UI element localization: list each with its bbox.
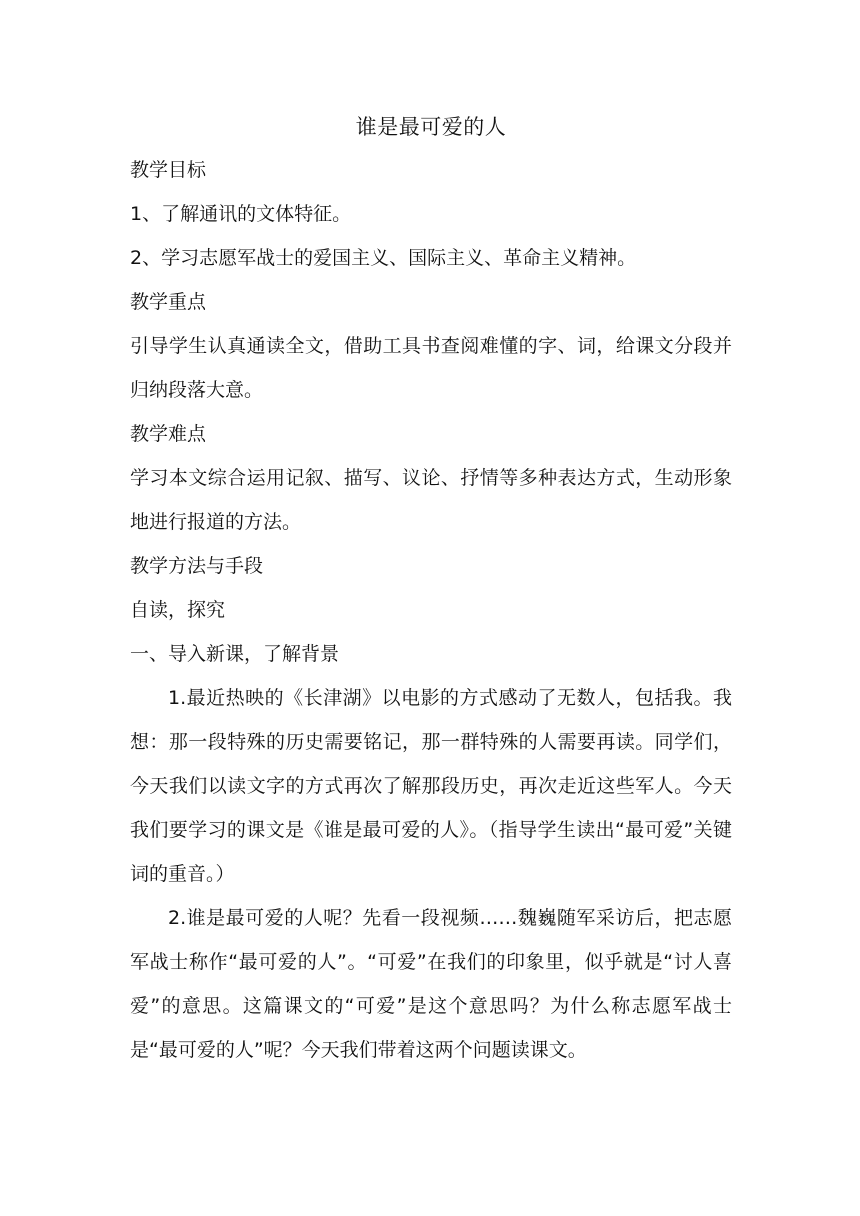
- heading-teaching-methods: 教学方法与手段: [130, 555, 264, 577]
- methods-text: 自读，探究: [130, 599, 226, 621]
- document-body: [130, 106, 732, 1072]
- heading-teaching-objectives: 教学目标: [130, 159, 207, 181]
- body-paragraph-1: 1.最近热映的《长津湖》以电影的方式感动了无数人，包括我。我想：那一段特殊的历史需要铭记，那一群特殊的人需要再读。同学们，今天我们以读文字的方式再次了解那段历史，再次走近这些军人。今天我们要学习的课文是《谁是最可爱的人》。（指导学生读出“最可爱”关键词的重音。）: [130, 687, 732, 885]
- heading-teaching-key-points: 教学重点: [130, 291, 207, 313]
- section-heading-introduction: 一、导入新课，了解背景: [130, 643, 340, 665]
- objective-item-1: 1、了解通讯的文体特征。: [130, 203, 352, 225]
- document-title: 谁是最可爱的人: [355, 115, 507, 139]
- key-points-text: 引导学生认真通读全文，借助工具书查阅难懂的字、词，给课文分段并归纳段落大意。: [130, 335, 732, 401]
- body-paragraph-2: 2.谁是最可爱的人呢？先看一段视频……魏巍随军采访后，把志愿军战士称作“最可爱的人”。“可爱”在我们的印象里，似乎就是“讨人喜爱”的意思。这篇课文的“可爱”是这个意思吗？为什么称志愿军战士是“最可爱的人”呢？今天我们带着这两个问题读课文。: [130, 907, 732, 1061]
- objective-item-2: 2、学习志愿军战士的爱国主义、国际主义、革命主义精神。: [130, 247, 637, 269]
- difficulties-text: 学习本文综合运用记叙、描写、议论、抒情等多种表达方式，生动形象地进行报道的方法。: [130, 467, 732, 533]
- heading-teaching-difficulties: 教学难点: [130, 423, 207, 445]
